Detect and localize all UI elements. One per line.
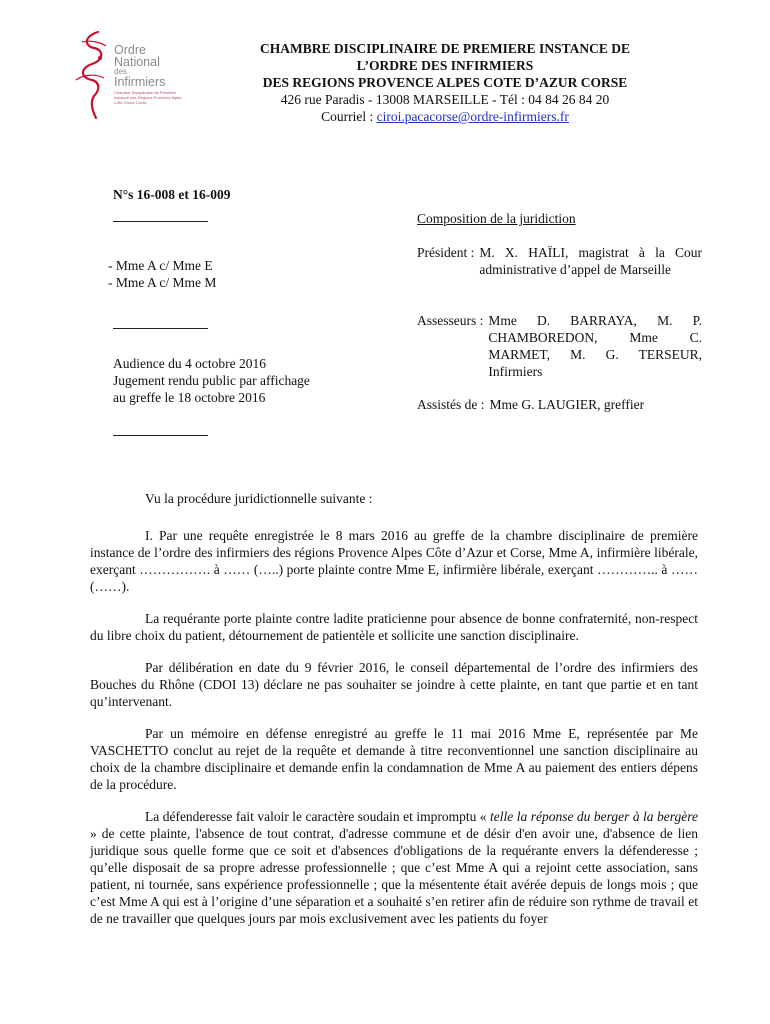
parties-block bbox=[108, 257, 216, 291]
separator-line-2 bbox=[113, 328, 208, 329]
case-numbers: N°s 16-008 et 16-009 bbox=[113, 187, 231, 202]
judgment-line-1: Jugement rendu public par affichage bbox=[113, 373, 310, 388]
paragraph-1: I. Par une requête enregistrée le 8 mars 2016 au greffe de la chambre disciplinaire de première instance de l’ordre des infirmiers des régions Provence Alpes Côte d’Azur et Corse, Mme A, infirmière libérale, exerçant ……………. à …… (…..) porte plainte contre Mme E, infirmière libérale, exerçant ………….. à …… (……). bbox=[90, 528, 698, 594]
header-line-1: CHAMBRE DISCIPLINAIRE DE PREMIERE INSTANCE DE bbox=[260, 41, 630, 56]
logo-line-des: des bbox=[114, 67, 127, 76]
ordre-infirmiers-logo bbox=[70, 30, 185, 120]
paragraph-5-quote: telle la réponse du berger à la bergère bbox=[490, 809, 698, 824]
header-line-2: L’ORDRE DES INFIRMIERS bbox=[356, 58, 534, 73]
president-value: M. X. HAÏLI, magistrat à la Cour administrative d’appel de Marseille bbox=[479, 245, 702, 277]
party-line-1: - Mme A c/ Mme E bbox=[108, 258, 213, 273]
logo-wordmark bbox=[114, 44, 165, 88]
assessors-row bbox=[417, 312, 702, 380]
paragraph-5 bbox=[90, 808, 698, 927]
paragraph-4: Par un mémoire en défense enregistré au greffe le 11 mai 2016 Mme E, représentée par Me VASCHETTO conclut au rejet de la requête et demande à titre reconventionnel une sanction disciplinaire au choix de la chambre disciplinaire et demande enfin la condamnation de Mme A au paiement des entiers dépens de la procédure. bbox=[90, 726, 698, 792]
logo-line-infirmiers: Infirmiers bbox=[114, 75, 166, 89]
composition-title-text: Composition de la juridiction bbox=[417, 211, 576, 226]
assessors-value: Mme D. BARRAYA, M. P. CHAMBOREDON, Mme C. MARMET, M. G. TERSEUR, Infirmiers bbox=[488, 313, 702, 379]
separator-line-1 bbox=[113, 221, 208, 222]
logo-line-national: National bbox=[114, 55, 160, 69]
procedure-intro: Vu la procédure juridictionnelle suivante : bbox=[145, 491, 373, 506]
separator-line-3 bbox=[113, 435, 208, 436]
paragraph-2: La requérante porte plainte contre ladite praticienne pour absence de bonne confraternité, non-respect du libre choix du patient, détournement de patientèle et sollicite une sanction disciplinaire. bbox=[90, 611, 698, 643]
paragraph-3: Par délibération en date du 9 février 2016, le conseil départemental de l’ordre des infirmiers des Bouches du Rhône (CDOI 13) déclare ne pas souhaiter se joindre à cette plainte, en tant que partie et en tant qu’intervenant. bbox=[90, 660, 698, 709]
chamber-header bbox=[210, 40, 680, 125]
composition-title bbox=[417, 210, 702, 227]
assisted-row bbox=[417, 396, 702, 413]
email-label: Courriel : bbox=[321, 109, 377, 124]
header-email-line bbox=[210, 108, 680, 125]
judgment-body bbox=[90, 490, 698, 942]
president-row bbox=[417, 244, 702, 278]
email-link[interactable]: ciroi.pacacorse@ordre-infirmiers.fr bbox=[376, 109, 569, 124]
logo-line-ordre: Ordre bbox=[114, 43, 146, 57]
assisted-label: Assistés de : bbox=[417, 397, 485, 412]
caduceus-swirl-icon bbox=[70, 30, 120, 120]
party-line-2: - Mme A c/ Mme M bbox=[108, 275, 217, 290]
header-line-3: DES REGIONS PROVENCE ALPES COTE D’AZUR CORSE bbox=[262, 75, 628, 90]
judgment-line-2: au greffe le 18 octobre 2016 bbox=[113, 390, 266, 405]
logo-subtitle: Chambre Disciplinaire de Première Instance des Régions Provence Alpes Côte d'Azur Corse bbox=[114, 90, 182, 105]
assisted-value: Mme G. LAUGIER, greffier bbox=[489, 397, 645, 412]
assessors-label: Assesseurs : bbox=[417, 313, 484, 328]
paragraph-5-end: » de cette plainte, l'absence de tout contrat, d'adresse commune et de désir d'en avoir une, d'absence de lien juridique sous quelle forme que ce soit et d'absences d'obligations de la requérante envers la défenderesse ; qu’elle disposait de sa propre adresse professionnelle ; que c’est Mme A qui a rejoint cette association, sans patient, ni tournée, sans expérience professionnelle ; que la mésentente était avérée depuis de longs mois ; que c’est Mme A qui est à l’origine d’une séparation et a souhaité s’en retirer afin de réduire son rythme de travail et de ne travailler que quelques jours par mois exclusivement avec les patients du foyer bbox=[90, 826, 698, 926]
header-address: 426 rue Paradis - 13008 MARSEILLE - Tél : 04 84 26 84 20 bbox=[280, 92, 610, 107]
hearing-block bbox=[113, 355, 310, 406]
hearing-date: Audience du 4 octobre 2016 bbox=[113, 356, 266, 371]
president-label: Président : bbox=[417, 245, 475, 260]
paragraph-5-start: La défenderesse fait valoir le caractère soudain et impromptu « bbox=[145, 809, 491, 824]
